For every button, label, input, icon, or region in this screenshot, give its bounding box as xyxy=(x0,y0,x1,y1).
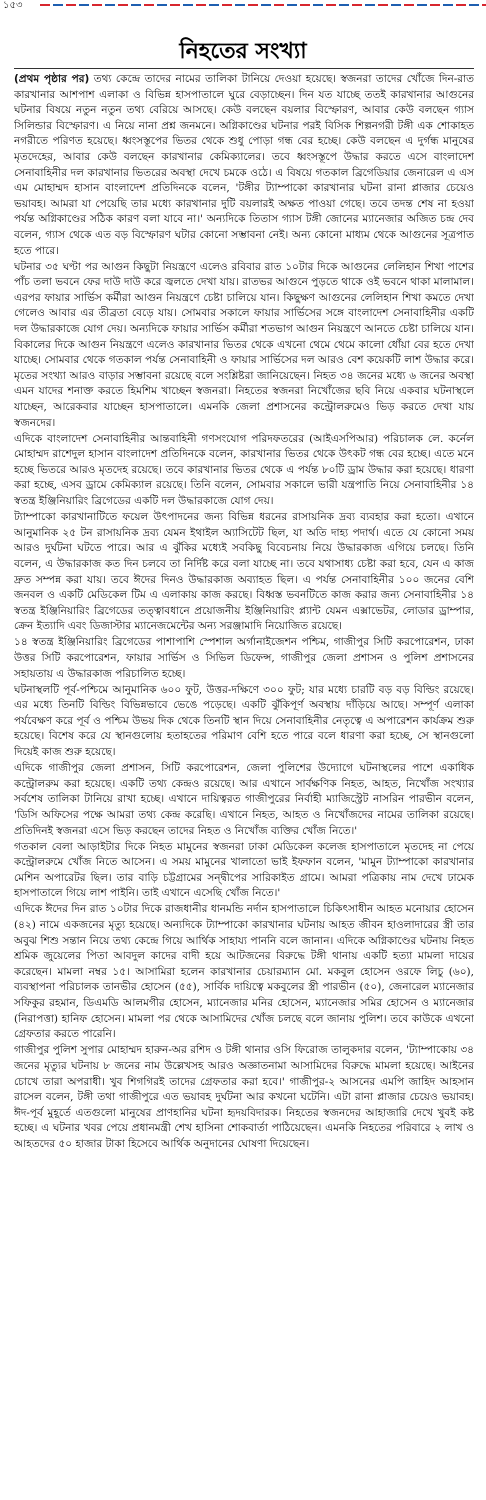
article-paragraph-6: ঘটনাস্থলটি পূর্ব-পশ্চিমে আনুমানিক ৬০০ ফুট, উত্তর-দক্ষিণে ৩০০ ফুট; যার মধ্যে চারটি বড় বড় বিল্ডিং রয়েছে। এর মধ্যে তিনটি বিল্ডিং বিভিন্নভাবে ভেঙে পড়েছে। একটি ঝুঁকিপূর্ণ অবস্থায় দাঁড়িয়ে আছে। সম্পূর্ণ এলাকা পর্যবেক্ষণ করে পূর্ব ও পশ্চিম উভয় দিক থেকে তিনটি স্থান দিয়ে সেনাবাহিনীর নেতৃত্বে এ অপারেশন কার্যক্রম শুরু হয়েছে। বিশেষ করে যে স্থানগুলোয় হতাহতের পরিমাণ বেশি হতে পারে বলে ধারণা করা হচ্ছে, সে স্থানগুলো দিয়েই কাজ শুরু হয়েছে। xyxy=(14,683,474,759)
article-paragraph-3: এদিকে বাংলাদেশ সেনাবাহিনীর আন্তবাহিনী গণসংযোগ পরিদফতরের (আইএসপিআর) পরিচালক লে. কর্নেল মোহাম্মদ রাশেদুল হাসান বাংলাদেশ প্রতিদিনকে বলেন, কারখানার ভিতর থেকে উৎকট গন্ধ বের হচ্ছে। এতে মনে হচ্ছে ভিতরে আরও মৃতদেহ রয়েছে। তবে কারখানার ভিতর থেকে এ পর্যন্ত ৮০টি ড্রাম উদ্ধার করা হয়েছে। ধারণা করা হচ্ছে, এসব ড্রামে কেমিক্যাল রয়েছে। তিনি বলেন, সোমবার সকালে ভারী যন্ত্রপাতি নিয়ে সেনাবাহিনীর ১৪ স্বতন্ত্র ইঞ্জিনিয়ারিং ব্রিগেডের একটি দল উদ্ধারকাজে যোগ দেয়। xyxy=(14,432,474,508)
headline-rule xyxy=(14,68,474,69)
top-color-rule xyxy=(40,4,486,6)
article-headline: নিহতের সংখ্যা xyxy=(179,39,307,64)
article-paragraph-7: এদিকে গাজীপুর জেলা প্রশাসন, সিটি করপোরেশন, জেলা পুলিশের উদ্যোগে ঘটনাস্থলের পাশে একাধিক কন্ট্রোলরুম করা হয়েছে। একটি তথ্য কেন্দ্রও রয়েছে। আর এখানে সার্বক্ষণিক নিহত, আহত, নিখোঁজ সংখ্যার সর্বশেষ তালিকা টানিয়ে রাখা হচ্ছে। এখানে দায়িত্বরত গাজীপুরের নির্বাহী ম্যাজিস্ট্রেট নাসরিন পারভীন বলেন, 'ডিসি অফিসের পক্ষে আমরা তথ্য কেন্দ্র করেছি। এখানে নিহত, আহত ও নিখোঁজদের নামের তালিকা রয়েছে। প্রতিদিনই স্বজনরা এসে ভিড় করছেন তাদের নিহত ও নিখোঁজ ব্যক্তির খোঁজ নিতে।' xyxy=(14,762,474,837)
article-paragraph-8: গতকাল বেলা আড়াইটার দিকে নিহত মামুনের স্বজনরা ঢাকা মেডিকেল কলেজ হাসপাতালে মৃতদেহ না পেয়ে কন্ট্রোলরুমে খোঁজ নিতে আসেন। এ সময় মামুনের খালাতো ভাই ইফফান বলেন, 'মামুন ট্যাম্পাকো কারখানার মেশিন অপারেটর ছিল। তার বাড়ি চট্টগ্রামের সন্দ্বীপের সারিকাইত গ্রামে। আমরা পত্রিকায় নাম দেখে ঢামেক হাসপাতালে গিয়ে লাশ পাইনি। তাই এখানে এসেছি খোঁজ নিতে।' xyxy=(14,840,474,900)
article-paragraph-10: গাজীপুর পুলিশ সুপার মোহাম্মদ হারুন-অর রশিদ ও টঙ্গী থানার ওসি ফিরোজ তালুকদার বলেন, 'ট্যাম্পাকোয় ৩৪ জনের মৃত্যুর ঘটনায় ৮ জনের নাম উল্লেখসহ আরও অজ্ঞাতনামা আসামিদের বিরুদ্ধে মামলা হয়েছে। আইনের চোখে তারা অপরাধী। খুব শিগগিরই তাদের গ্রেফতার করা হবে।' গাজীপুর-২ আসনের এমপি জাহিদ আহসান রাসেল বলেন, টঙ্গী তথা গাজীপুরে এত ভয়াবহ দুর্ঘটনা আর কখনো ঘটেনি। এটা রানা প্লাজার চেয়েও ভয়াবহ। ঈদ-পূর্ব মুহূর্তে এতগুলো মানুষের প্রাণহানির ঘটনা হৃদয়বিদারক। নিহতের স্বজনদের আহাজারি দেখে খুবই কষ্ট হচ্ছে। এ ঘটনার খবর পেয়ে প্রধানমন্ত্রী শেখ হাসিনা শোকবার্তা পাঠিয়েছেন। এমনকি নিহতের পরিবারে ২ লাখ ও আহতদের ৫০ হাজার টাকা হিসেবে আর্থিক অনুদানের ঘোষণা দিয়েছেন। xyxy=(14,1044,474,1150)
article-body xyxy=(14,72,474,1496)
article-paragraph-9: এদিকে ঈদের দিন রাত ১০টার দিকে রাজধানীর ধানমন্ডি নর্দান হাসপাতালে চিকিৎসাধীন আহত মনোয়ার হোসেন (৪২) নামে একজনের মৃত্যু হয়েছে। অন্যদিকে ট্যাম্পাকো কারখানার ঘটনায় আহত জীবন হাওলাদারের স্ত্রী তার অবুঝ শিশু সন্তান নিয়ে তথ্য কেন্দ্রে গিয়ে আর্থিক সাহায্য পাননি বলে জানান। এদিকে অগ্নিকাণ্ডের ঘটনায় নিহত শ্রমিক জুয়েলের পিতা আবদুল কাদের বাদী হয়ে আটজনের বিরুদ্ধে টঙ্গী থানায় একটি হত্যা মামলা দায়ের করেছেন। মামলা নম্বর ১৫। আসামিরা হলেন কারখানার চেয়ারম্যান মো. মকবুল হোসেন ওরফে লিচু (৬০), ব্যবস্থাপনা পরিচালক তানভীর হোসেন (৫৫), সার্বিক দায়িত্বে মকবুলের স্ত্রী পারভীন (৫০), জেনারেল ম্যানেজার সফিকুর রহমান, ডিএমডি আলমগীর হোসেন, ম্যানেজার মনির হোসেন, ম্যানেজার সমির হোসেন ও ম্যানেজার (নিরাপত্তা) হানিফ হোসেন। মামলা পর থেকে আসামিদের খোঁজ চলছে বলে জানায় পুলিশ। তবে কাউকে এখনো গ্রেফতার করতে পারেনি। xyxy=(14,903,474,1041)
paragraph-text: তথ্য কেন্দ্রে তাদের নামের তালিকা টানিয়ে দেওয়া হয়েছে। স্বজনরা তাদের খোঁজে দিন-রাত কারখানার আশপাশ এলাকা ও বিভিন্ন হাসপাতালে ঘুরে বেড়াচ্ছেন। দিন যত যাচ্ছে ততই কারখানার আগুনের ঘটনার বিষয়ে নতুন নতুন তথ্য বেরিয়ে আসছে। কেউ বলছেন বয়লার বিস্ফোরণ, আবার কেউ বলছেন গ্যাস সিলিন্ডার বিস্ফোরণ। এ নিয়ে নানা প্রশ্ন জনমনে। অগ্নিকাণ্ডের ঘটনার পরই বিসিক শিল্পনগরী টঙ্গী এক শোকাহত নগরীতে পরিণত হয়েছে। ধ্বংসস্তূপের ভিতর থেকে শুধু পোড়া গন্ধ বের হচ্ছে। কেউ বলছেন এ দুর্গন্ধ মানুষের মৃতদেহের, আবার কেউ বলছেন কারখানার কেমিক্যালের। তবে ধ্বংসস্তূপে উদ্ধার করতে এসে বাংলাদেশ সেনাবাহিনীর দল কারখানার ভিতরের অবস্থা দেখে চমকে ওঠে। এ বিষয়ে গতকাল ব্রিগেডিয়ার জেনারেল এ এস এম মোহাম্মদ হাসান বাংলাদেশ প্রতিদিনকে বলেন, 'টঙ্গীর ট্যাম্পাকো কারখানার ঘটনা রানা প্লাজার চেয়েও ভয়াবহ। আমরা যা পেয়েছি তার মধ্যে কারখানার দুটি বয়লারই অক্ষত পাওয়া গেছে। তবে তদন্ত শেষ না হওয়া পর্যন্ত অগ্নিকাণ্ডের সঠিক কারণ বলা যাবে না।' অন্যদিকে তিতাস গ্যাস টঙ্গী জোনের ম্যানেজার অজিত চন্দ্র দেব বলেন, গ্যাস থেকে এত বড় বিস্ফোরণ ঘটার কোনো সম্ভাবনা নেই। অন্য কোনো মাধ্যম থেকে আগুনের সূত্রপাত হতে পারে। xyxy=(14,73,474,257)
article-paragraph-1 xyxy=(14,72,474,259)
page-number: ১৫৩ xyxy=(3,0,23,11)
article-paragraph-2: ঘটনার ৩৫ ঘণ্টা পর আগুন কিছুটা নিয়ন্ত্রণে এলেও রবিবার রাত ১০টার দিকে আগুনের লেলিহান শিখা পাশের পাঁচ তলা ভবনে ফের দাউ দাউ করে জ্বলতে দেখা যায়। রাতভর আগুনে পুড়তে থাকে ওই ভবনে থাকা মালামাল। এরপর ফায়ার সার্ভিস কর্মীরা আগুন নিয়ন্ত্রণে চেষ্টা চালিয়ে যান। কিছুক্ষণ আগুনের লেলিহান শিখা কমতে দেখা গেলেও আবার এর তীব্রতা বেড়ে যায়। সোমবার সকালে ফায়ার সার্ভিসের সঙ্গে বাংলাদেশ সেনাবাহিনীর একটি দল উদ্ধারকাজে যোগ দেয়। অন্যদিকে ফায়ার সার্ভিস কর্মীরা শতভাগ আগুন নিয়ন্ত্রণে আনতে চেষ্টা চালিয়ে যান। বিকালের দিকে আগুন নিয়ন্ত্রণে এলেও কারখানার ভিতর থেকে এখনো থেমে থেমে কালো ধোঁয়া বের হতে দেখা যাচ্ছে। সোমবার থেকে গতকাল পর্যন্ত সেনাবাহিনী ও ফায়ার সার্ভিসের দল আরও বেশ কয়েকটি লাশ উদ্ধার করে। মৃতের সংখ্যা আরও বাড়ার সম্ভাবনা রয়েছে বলে সংশ্লিষ্টরা জানিয়েছেন। নিহত ৩৪ জনের মধ্যে ৬ জনের অবস্থা এমন যাদের শনাক্ত করতে হিমশিম খাচ্ছেন স্বজনরা। নিহতের স্বজনরা নিখোঁজের ছবি নিয়ে একবার ঘটনাস্থলে যাচ্ছেন, আরেকবার যাচ্ছেন হাসপাতালে। এমনকি জেলা প্রশাসনের কন্ট্রোলরুমেও ভিড় করতে দেখা যায় স্বজনদের। xyxy=(14,260,474,429)
article-paragraph-4: ট্যাম্পাকো কারখানাটিতে ফয়েল উৎপাদনের জন্য বিভিন্ন ধরনের রাসায়নিক দ্রব্য ব্যবহার করা হতো। এখানে আনুমানিক ২৫ টন রাসায়নিক দ্রব্য যেমন ইথাইল অ্যাসিটেট ছিল, যা অতি দাহ্য পদার্থ। এতে যে কোনো সময় আরও দুর্ঘটনা ঘটতে পারে। আর এ ঝুঁকির মধ্যেই সবকিছু বিবেচনায় নিয়ে উদ্ধারকাজ এগিয়ে চলছে। তিনি বলেন, এ উদ্ধারকাজ কত দিন চলবে তা নির্দিষ্ট করে বলা যাচ্ছে না। তবে যথাসাধ্য চেষ্টা করা হবে, যেন এ কাজ দ্রুত সম্পন্ন করা যায়। তবে ঈদের দিনও উদ্ধারকাজ অব্যাহত ছিল। এ পর্যন্ত সেনাবাহিনীর ১০০ জনের বেশি জনবল ও একটি মেডিকেল টিম এ এলাকায় কাজ করছে। বিধ্বস্ত ভবনটিতে কাজ করার জন্য সেনাবাহিনীর ১৪ স্বতন্ত্র ইঞ্জিনিয়ারিং ব্রিগেডের তত্ত্বাবধানে প্রয়োজনীয় ইঞ্জিনিয়ারিং প্ল্যান্ট যেমন এক্সাভেটর, লোডার ড্রাম্পার, ক্রেন ইত্যাদি এবং ডিজাস্টার ম্যানেজমেন্টের অন্য সরঞ্জামাদি নিয়োজিত রয়েছে। xyxy=(14,511,474,633)
article-paragraph-5: ১৪ স্বতন্ত্র ইঞ্জিনিয়ারিং ব্রিগেডের পাশাপাশি স্পেশাল অর্গানাইজেশন পশ্চিম, গাজীপুর সিটি করপোরেশন, ঢাকা উত্তর সিটি করপোরেশন, ফায়ার সার্ভিস ও সিভিল ডিফেন্স, গাজীপুর জেলা প্রশাসন ও পুলিশ প্রশাসনের সহায়তায় এ উদ্ধারকাজ পরিচালিত হচ্ছে। xyxy=(14,636,474,680)
continued-from-label: (প্রথম পৃষ্ঠার পর) xyxy=(14,73,90,85)
